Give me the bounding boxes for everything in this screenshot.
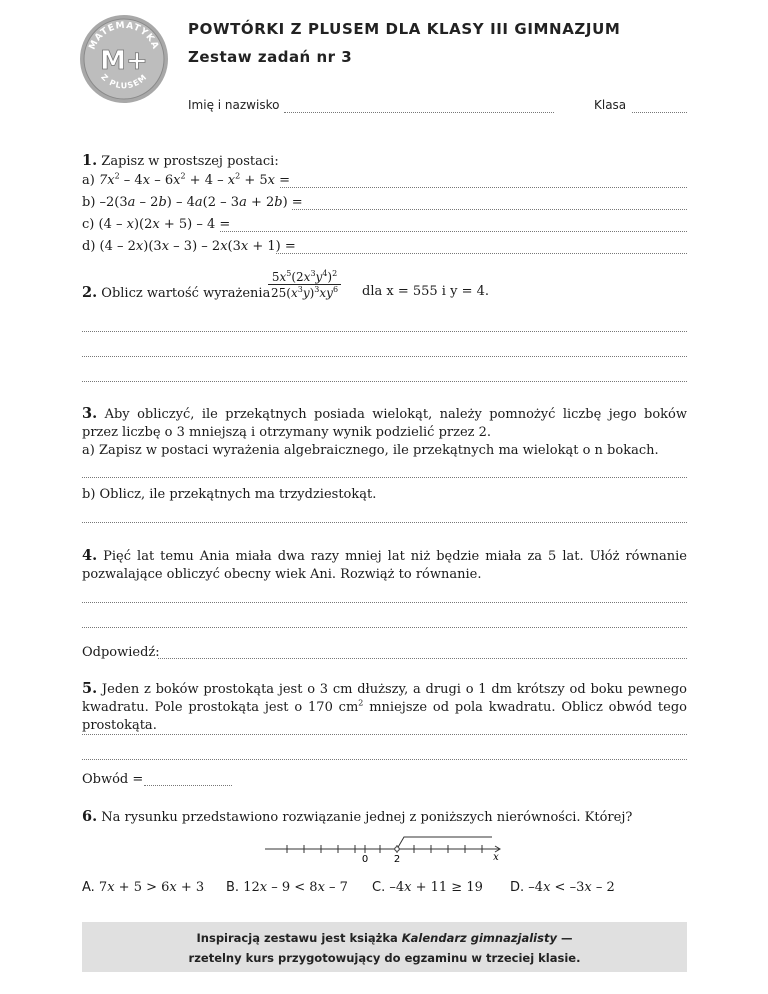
task1-b-answer[interactable] — [292, 209, 687, 210]
page-subtitle: Zestaw zadań nr 3 — [188, 48, 353, 66]
class-field[interactable] — [632, 112, 687, 113]
task1-d: d) (4 – 2x)(3x – 3) – 2x(3x + 1) = — [82, 239, 296, 254]
task6-text: 6. Na rysunku przedstawiono rozwiązanie jednej z poniższych nierówności. Której? — [82, 808, 633, 825]
option-d[interactable]: D. –4x < –3x – 2 — [510, 880, 615, 895]
task2-answer-line-1[interactable] — [82, 331, 687, 332]
class-label: Klasa — [594, 98, 627, 112]
footer-line-2: rzetelny kurs przygotowujący do egzaminu w trzeciej klasie. — [188, 951, 581, 965]
name-label: Imię i nazwisko — [188, 98, 280, 112]
task1-b: b) –2(3a – 2b) – 4a(2 – 3a + 2b) = — [82, 195, 303, 210]
task5-answer-label: Obwód = — [82, 772, 144, 787]
task3-text: 3. Aby obliczyć, ile przekątnych posiada wielokąt, należy pomnożyć liczbę jego boków przez liczbę o 3 mniejszą i otrzymany wynik podzielić przez 2. — [82, 405, 687, 440]
task1-a-answer[interactable] — [280, 187, 687, 188]
task2-answer-line-3[interactable] — [82, 381, 687, 382]
logo-top-text: MATEMATYKA — [87, 20, 161, 52]
task3-b-answer[interactable] — [82, 522, 687, 523]
footer-line-1: Inspiracją zestawu jest książka Kalendarz gimnazjalisty — — [196, 931, 573, 945]
task1-d-answer[interactable] — [276, 253, 687, 254]
footer-box — [82, 922, 687, 972]
task2-heading: 2. Oblicz wartość wyrażenia — [82, 284, 271, 301]
axis-zero-label: 0 — [361, 854, 369, 864]
task3-b: b) Oblicz, ile przekątnych ma trzydziestokąt. — [82, 487, 377, 502]
task3-a-answer[interactable] — [82, 477, 687, 478]
task4-answer-field[interactable] — [158, 658, 687, 659]
task4-answer-line-1[interactable] — [82, 602, 687, 603]
logo-mid-text: M+ — [100, 46, 148, 76]
task4-text: 4. Pięć lat temu Ania miała dwa razy mniej lat niż będzie miała za 5 lat. Ułóż równanie pozwalające obliczyć obecny wiek Ani. Rozwiąż to równanie. — [82, 547, 687, 582]
option-c[interactable]: C. –4x + 11 ≥ 19 — [372, 880, 483, 895]
task2-answer-line-2[interactable] — [82, 356, 687, 357]
logo-bottom-text: Z PLUSEM — [99, 72, 149, 91]
task5-text: 5. Jeden z boków prostokąta jest o 3 cm dłuższy, a drugi o 1 dm krótszy od boku pewnego kwadratu. Pole prostokąta jest o 170 $cm^2$ mniejsze od pola kwadratu. Oblicz obwód tego prostokąta. — [82, 680, 687, 733]
task5-answer-line-1[interactable] — [82, 734, 687, 735]
task2-fraction: $5x^5(2x^3y^4)^2$ $25(x^3y)^3xy^6$ — [268, 270, 341, 300]
task4-answer-line-2[interactable] — [82, 627, 687, 628]
task2-condition: dla x = 555 i y = 4. — [362, 284, 489, 299]
task5-answer-line-2[interactable] — [82, 759, 687, 760]
page-title: POWTÓRKI Z PLUSEM DLA KLASY III GIMNAZJUM — [188, 20, 621, 38]
number-line — [260, 832, 510, 864]
task1-heading: 1. Zapisz w prostszej postaci: — [82, 152, 279, 169]
task3-a: a) Zapisz w postaci wyrażenia algebraicznego, ile przekątnych ma wielokąt o n bokach. — [82, 443, 659, 458]
task4-answer-label: Odpowiedź: — [82, 645, 160, 660]
task1-a: a) $7x^2 - 4x - 6x^2 + 4 - x^2 + 5x$ = — [82, 171, 290, 188]
task1-c-answer[interactable] — [220, 231, 687, 232]
axis-two-label: 2 — [393, 854, 401, 864]
task1-c: c) (4 – x)(2x + 5) – 4 = — [82, 217, 231, 232]
option-a[interactable]: A. 7x + 5 > 6x + 3 — [82, 880, 205, 895]
axis-var-label: x — [493, 852, 499, 863]
logo-icon — [79, 14, 169, 104]
name-field[interactable] — [284, 112, 554, 113]
option-b[interactable]: B. 12x – 9 < 8x – 7 — [226, 880, 348, 895]
task5-answer-field[interactable] — [144, 785, 232, 786]
